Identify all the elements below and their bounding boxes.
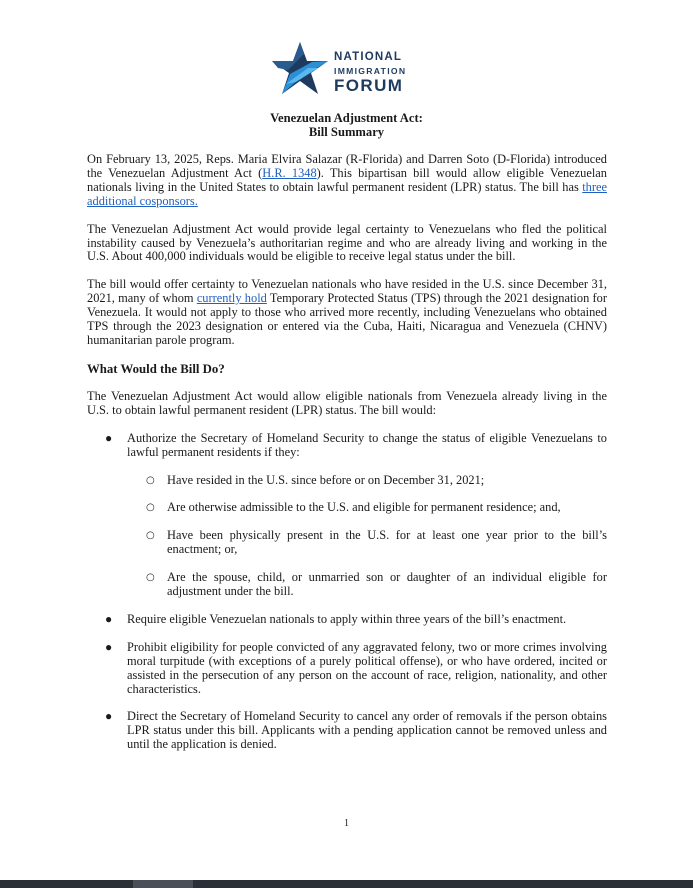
document-title [0, 111, 693, 139]
bullet-icon: ● [105, 611, 113, 626]
list-item [87, 710, 607, 752]
sub-item-2-text: Are otherwise admissible to the U.S. and eligible for permanent residence; and, [167, 500, 561, 515]
hr-1348-link[interactable]: H.R. 1348 [262, 165, 317, 180]
bullet-2-text: Require eligible Venezuelan nationals to apply within three years of the bill’s enactment. [127, 611, 567, 626]
circle-bullet-icon: ○ [146, 572, 155, 584]
provisions-list [87, 432, 607, 753]
list-item [127, 571, 607, 599]
star-icon [268, 40, 332, 98]
document-body [87, 153, 607, 766]
section-heading: What Would the Bill Do? [87, 361, 225, 376]
circle-bullet-icon: ○ [146, 474, 155, 486]
sub-item-1-text: Have resided in the U.S. since before or on December 31, 2021; [167, 472, 485, 487]
list-item [87, 641, 607, 697]
viewer-scrollbar[interactable] [0, 880, 693, 888]
logo-text-national: NATIONAL [334, 51, 403, 63]
sub-item-4-text: Are the spouse, child, or unmarried son or daughter of an individual eligible for adjustment under the bill. [167, 570, 607, 599]
bullet-1-text: Authorize the Secretary of Homeland Security to change the status of eligible Venezuelans to lawful permanent residents if they: [127, 430, 607, 459]
scrollbar-thumb[interactable] [133, 880, 193, 888]
intro-paragraph-2: The Venezuelan Adjustment Act would provide legal certainty to Venezuelans who fled the political instability caused by Venezuela’s authoritarian regime and who are already living and working in the U.S. About 400,000 individuals would be eligible to receive legal status under the bill. [87, 221, 607, 264]
intro-paragraph-3 [87, 278, 607, 348]
list-item [87, 432, 607, 599]
list-item [87, 613, 607, 627]
list-item [127, 474, 607, 488]
eligibility-sublist [127, 474, 607, 599]
logo-text-immigration: IMMIGRATION [334, 65, 407, 76]
cosponsors-link[interactable]: three additional cosponsors. [87, 179, 607, 208]
bullet-3-text: Prohibit eligibility for people convicted of any aggravated felony, two or more crimes involving moral turpitude (with exceptions of a purely political offense), or who have ordered, incited or assisted in the persecution of any person on the account of race, religion, nationality, and other characteristics. [127, 639, 607, 696]
title-line-1: Venezuelan Adjustment Act: [270, 111, 423, 125]
logo-text-forum: FORUM [334, 76, 404, 96]
list-item [127, 529, 607, 557]
bullet-icon: ● [105, 709, 113, 724]
list-item [127, 501, 607, 515]
bullet-icon: ● [105, 430, 113, 445]
page-number: 1 [344, 818, 349, 829]
circle-bullet-icon: ○ [146, 502, 155, 514]
intro-p3-text-b: Temporary Protected Status (TPS) through the 2021 designation for Venezuela. It would not apply to those who arrived more recently, including Venezuelans who obtained TPS through the 2023 designation or entered via the Cuba, Haiti, Nicaragua and Venezuela (CHNV) humanitarian parole program. [87, 291, 607, 347]
intro-p1-text-b: ). This bipartisan bill would allow eligible Venezuelan nationals living in the United States to obtain lawful permanent resident (LPR) status. The bill has [87, 165, 608, 194]
circle-bullet-icon: ○ [146, 530, 155, 542]
currently-hold-link[interactable]: currently hold [196, 291, 267, 306]
section-lead-paragraph: The Venezuelan Adjustment Act would allow eligible nationals from Venezuela already living in the U.S. to obtain lawful permanent resident (LPR) status. The bill would: [87, 388, 607, 417]
intro-p1-text-a: On February 13, 2025, Reps. Maria Elvira Salazar (R-Florida) and Darren Soto (D-Florida) introduced the Venezuelan Adjustment Act ( [87, 152, 607, 180]
intro-paragraph-1 [87, 153, 607, 209]
title-line-2: Bill Summary [308, 125, 385, 139]
organization-logo [268, 40, 418, 98]
bullet-icon: ● [105, 639, 113, 654]
intro-p3-text-a: The bill would offer certainty to Venezuelan nationals who have resided in the U.S. since December 31, 2021, many of whom [87, 277, 607, 306]
bullet-4-text: Direct the Secretary of Homeland Security to cancel any order of removals if the person obtains LPR status under this bill. Applicants with a pending application cannot be removed unless and until the application is denied. [127, 709, 607, 752]
sub-item-3-text: Have been physically present in the U.S. for at least one year prior to the bill’s enactment; or, [167, 528, 607, 557]
